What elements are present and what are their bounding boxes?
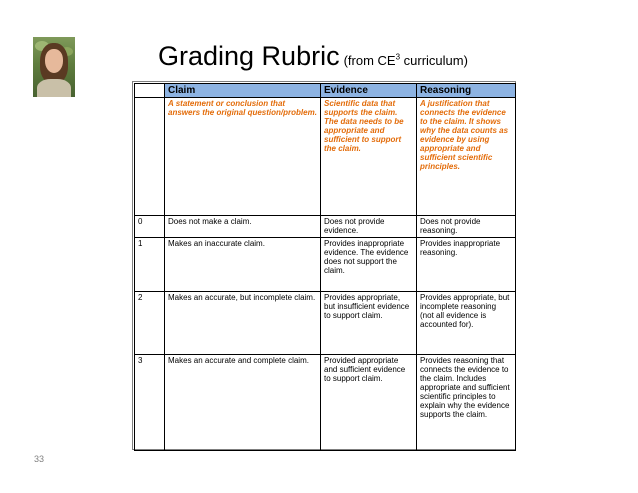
evidence-cell: Does not provide evidence. (321, 216, 417, 238)
subtitle-before: (from CE (343, 53, 396, 68)
table-row (135, 216, 516, 238)
evidence-cell: Provides inappropriate evidence. The evidence does not support the claim. (321, 238, 417, 292)
subtitle-superscript: 3 (395, 52, 401, 62)
definition-reasoning: A justification that connects the evidence to the claim. It shows why the data counts as evidence by using appropriate and sufficient scientific principles. (417, 98, 516, 216)
score-cell: 1 (135, 238, 165, 292)
rubric-table (134, 83, 516, 451)
subtitle-after: curriculum) (400, 53, 468, 68)
claim-cell: Makes an accurate and complete claim. (165, 355, 321, 451)
definition-row (135, 98, 516, 216)
reasoning-cell: Provides appropriate, but incomplete reasoning (not all evidence is accounted for). (417, 292, 516, 355)
table-row (135, 292, 516, 355)
definition-blank-cell (135, 98, 165, 216)
claim-cell: Makes an accurate, but incomplete claim. (165, 292, 321, 355)
presenter-photo (33, 37, 75, 97)
header-evidence: Evidence (321, 84, 417, 98)
definition-claim: A statement or conclusion that answers the original question/problem. (165, 98, 321, 216)
claim-cell: Makes an inaccurate claim. (165, 238, 321, 292)
evidence-cell: Provided appropriate and sufficient evidence to support claim. (321, 355, 417, 451)
reasoning-cell: Provides reasoning that connects the evidence to the claim. Includes appropriate and sufficient scientific principles to explain why the evidence supports the claim. (417, 355, 516, 451)
reasoning-cell: Provides inappropriate reasoning. (417, 238, 516, 292)
claim-cell: Does not make a claim. (165, 216, 321, 238)
score-cell: 0 (135, 216, 165, 238)
table-row (135, 238, 516, 292)
definition-evidence: Scientific data that supports the claim. The data needs to be appropriate and sufficient to support the claim. (321, 98, 417, 216)
table-row (135, 355, 516, 451)
header-row (135, 84, 516, 98)
score-cell: 3 (135, 355, 165, 451)
header-reasoning: Reasoning (417, 84, 516, 98)
page-number: 33 (34, 454, 45, 464)
slide-title (158, 41, 468, 72)
evidence-cell: Provides appropriate, but insufficient evidence to support claim. (321, 292, 417, 355)
header-blank-cell (135, 84, 165, 98)
score-cell: 2 (135, 292, 165, 355)
header-claim: Claim (165, 84, 321, 98)
title-subtitle (344, 53, 468, 68)
rubric-image (132, 81, 516, 450)
reasoning-cell: Does not provide reasoning. (417, 216, 516, 238)
title-text: Grading Rubric (158, 41, 340, 71)
